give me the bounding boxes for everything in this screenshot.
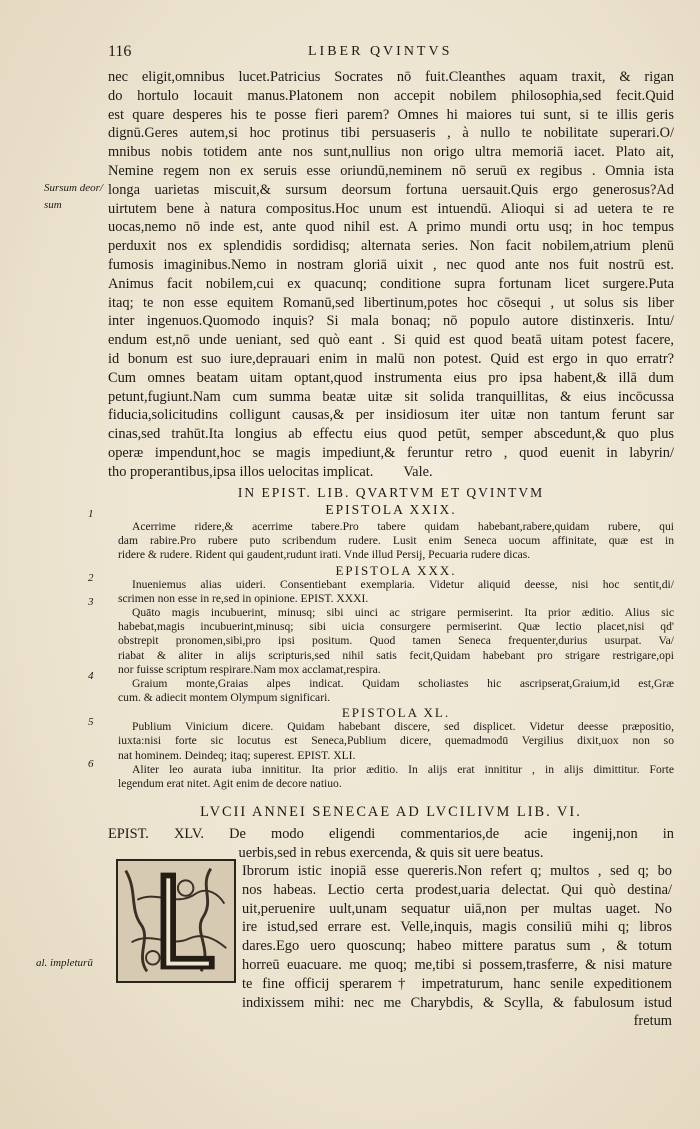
text-line: Animus facit nobilem,cui ex quacunq; conditione supra fortunam licet surgere.Puta [108, 275, 674, 292]
note-marker: 3 [88, 596, 94, 608]
note-marker: 6 [88, 758, 94, 770]
epistola-heading: EPISTOLA XXIX. [325, 502, 457, 517]
text-line: mnibus nobis totidem ante nos sunt,nullius non origo ultra memoriā iacet. Plato ait, [108, 144, 674, 161]
text-line: dignū.Geres autem,si hoc protinus tibi persuaseris , à nullo te nobilitate superari.O/ [108, 125, 674, 142]
note-line: Inueniemus alias uideri. Consentiebant exemplaria. Videtur aliquid deesse, nisi hoc sentit,di/ [132, 577, 674, 591]
letter-text [242, 862, 672, 1031]
annotations [118, 520, 674, 791]
note-line: iuxta:nisi forte sic locutus est Seneca,Publium dicere, quemadmodū Vergilius dixit,uox non so [118, 734, 674, 748]
note-line: cum. & adiecit montem Olympum significari. [118, 691, 331, 705]
text-line: cinas,sed trahūt.Ita longius ab effectu eius quod petūt, semper abscedunt,& quo plus [108, 426, 674, 443]
note-marker: 1 [88, 508, 94, 520]
note-line: obstrepit pronomen,sibi,pro ipsi positum. Quod tamen Seneca frequenter,durius usurpat. Va/ [118, 634, 674, 648]
text-line: operæ impendunt,hoc se magis impediunt,& feruntur retro , quod euenit in labyrin/ [108, 444, 674, 461]
note-line: Quāto magis incubuerint, minusq; sibi uinci ac strigare permiserint. Ita prior æditio. Alius sic [132, 605, 674, 619]
text-line: indixissem mihi: nec me Charybdis, & Scylla, & fabulosum istud [242, 994, 672, 1011]
note-line: Aliter leo aurata iuba innititur. Ita prior æditio. In alijs erat innititur , in alijs dimittitur. Forte [132, 762, 674, 776]
text-line: endum est,nō unde ueniant, sed quò eant . Si quid est quod beatā uitam potest facere, [108, 332, 674, 349]
text-line: uit,peruenire uult,unam sequatur uiā,non per multas uaget. No [242, 900, 672, 917]
running-head: LIBER QVINTVS [308, 44, 453, 59]
text-line: do hortulo locauit manus.Platonem non accepit nobilem philosophia,sed fecit.Quid [108, 87, 674, 104]
note-line: scrimen non esse in re,sed in opinione. EPIST. XXXI. [118, 591, 369, 605]
note-line: ridere & rudere. Rident qui gaudent,rudunt irati. Vnde illud Persij, Pecuaria rudere dicas. [118, 548, 531, 562]
text-line: petunt,fugiunt.Nam cum summa beatæ uitæ sit solida tranquillitas, & eius incōcussa [108, 388, 674, 405]
text-line: est quare desperes his te posse fieri parem? Omnes hi maiores tui sunt, si te illis geris [108, 106, 674, 123]
main-text [108, 68, 674, 482]
text-line: horreū euacuare. me quoq; me,tibi si possem,trasferre, & nisi mature [242, 956, 672, 973]
note-line: Acerrime ridere,& acerrime tabere.Pro tabere quidam habebant,rabere,quidam rubere, qui [132, 520, 674, 533]
text-line: uirtutem bene à natura compositus.Hoc unum est intuendū. Alioqui si ad uetera te re [108, 200, 674, 217]
note-line: riabat & aliter in alijs scripturis,sed nihil satis fecit,Quidam habebant pro strigare restrigare,opi [118, 648, 674, 662]
text-line: perduxit nos ex splendidis sordidisq; alternata series. Non facit nobilem,atrium plenū [108, 238, 674, 255]
text-line: uocas,nemo nō inde est, ante quod nihil est. A primo mundi ortu usq; in hoc tempus [108, 219, 674, 236]
book-heading: LVCII ANNEI SENECAE AD LVCILIVM LIB. VI. [200, 804, 582, 820]
text-line: nec eligit,omnibus lucet.Patricius Socrates nō fuit.Cleanthes aquam traxit, & rigan [108, 69, 674, 85]
text-line: fiducia,solicitudins colligunt causas,& per insidiosum iter uitæ non tantum ferunt sar [108, 407, 674, 424]
section-heading: IN EPIST. LIB. QVARTVM ET QVINTVM [237, 485, 545, 500]
text-line: nos habeas. Lectio certa prodest,uaria delectat. Qui quò destina/ [242, 881, 672, 898]
text-line: dares.Ego uero quoscunq; habeo mittere paratus sum , & totum [242, 938, 672, 955]
decorated-initial-L [116, 859, 236, 983]
note-line: legendum erat nitet. Agit enim de decore natiuo. [118, 777, 342, 790]
note-marker: 4 [88, 670, 94, 682]
vale-sign-off: Vale. [403, 463, 433, 480]
page-header [108, 43, 668, 63]
epistola-title: uerbis,sed in rebus exercenda, & quis sit uere beatus. [238, 844, 544, 861]
text-line: te fine officij sperarem† impetraturum, hanc senile expeditionem [242, 975, 672, 992]
margin-note-sursum: Sursum deor/ [44, 182, 103, 194]
note-line: Graium monte,Graias alpes indicat. Quidam scholiastes hic ascripserat,Graium,id est,Græ [132, 676, 674, 690]
text-line: fumosis imaginibus.Nemo in nostram gloriā uixit , nec quod ante nos fuit nostrū est. [108, 256, 674, 273]
text-line: tho properantibus,ipsa illos uelocitas implicat. [108, 463, 374, 480]
note-line: dam rabire.Pro rubere puto scribendum rudere. Lusit enim Seneca uocum affinitate, quæ est in [118, 534, 674, 548]
catchword: fretum [633, 1013, 672, 1030]
text-line-last [108, 463, 674, 482]
text-line: itaq; te non esse equitem Romanū,sed libertinum,potes hoc cōsequi , ut solus sis liber [108, 294, 674, 311]
margin-note-impleturu: al. impleturū [36, 957, 93, 969]
note-line: nor fuisse scriptum respirare.Nam mox acclamat,respira. [118, 662, 381, 676]
epistola-heading: EPISTOLA XL. [341, 705, 451, 721]
notes-heading-block [108, 484, 674, 518]
margin-note-sum: sum [44, 199, 62, 211]
epistola-heading: EPISTOLA XXX. [335, 562, 457, 578]
text-line: Nemine regem non ex seruis esse oriundū,neminem nō seruū ex regibus . Omnia ista [108, 162, 674, 179]
note-marker: 5 [88, 716, 94, 728]
note-marker: 2 [88, 572, 94, 584]
text-line: longa uarietas miscuit,& sursum deorsum fortuna uersauit.Quis ergo generosus?Ad [108, 181, 674, 198]
text-line: inter ingenuos.Quomodo inquis? Si mala bonaq; nō populo autore distinxeris. Intu/ [108, 313, 674, 330]
page-number: 116 [108, 43, 132, 60]
epistola-title: EPIST. XLV. De modo eligendi commentarios,de acie ingenij,non in [108, 826, 674, 842]
note-line: Publium Vinicium dicere. Quidam habebant discere, sed displicet. Videtur deesse præpositio, [132, 720, 674, 734]
text-line: id bonum est suo iure,deprauari enim in malū non potest. Quid est ergo in quo erratr? [108, 350, 674, 367]
text-line: Cum omnes beatam uitam optant,quod instrumenta eius pro ipsa habent,& illā dum [108, 369, 674, 386]
note-line: habebat,magis incubuerint,minusq; sibi uicia consurgere permiserint. Quæ lectio placet,nisi qd' [118, 620, 674, 634]
text-line: Ibrorum istic inopiā esse quereris.Non refert q; multos , sed q; bo [242, 863, 672, 879]
text-line: ire istud,sed errare est. Velle,inquis, magis consiliū mihi q; libros [242, 919, 672, 936]
book-heading-block [108, 804, 674, 863]
note-line: nat hominem. Deindeq; itaq; superest. EPIST. XLI. [118, 748, 356, 762]
